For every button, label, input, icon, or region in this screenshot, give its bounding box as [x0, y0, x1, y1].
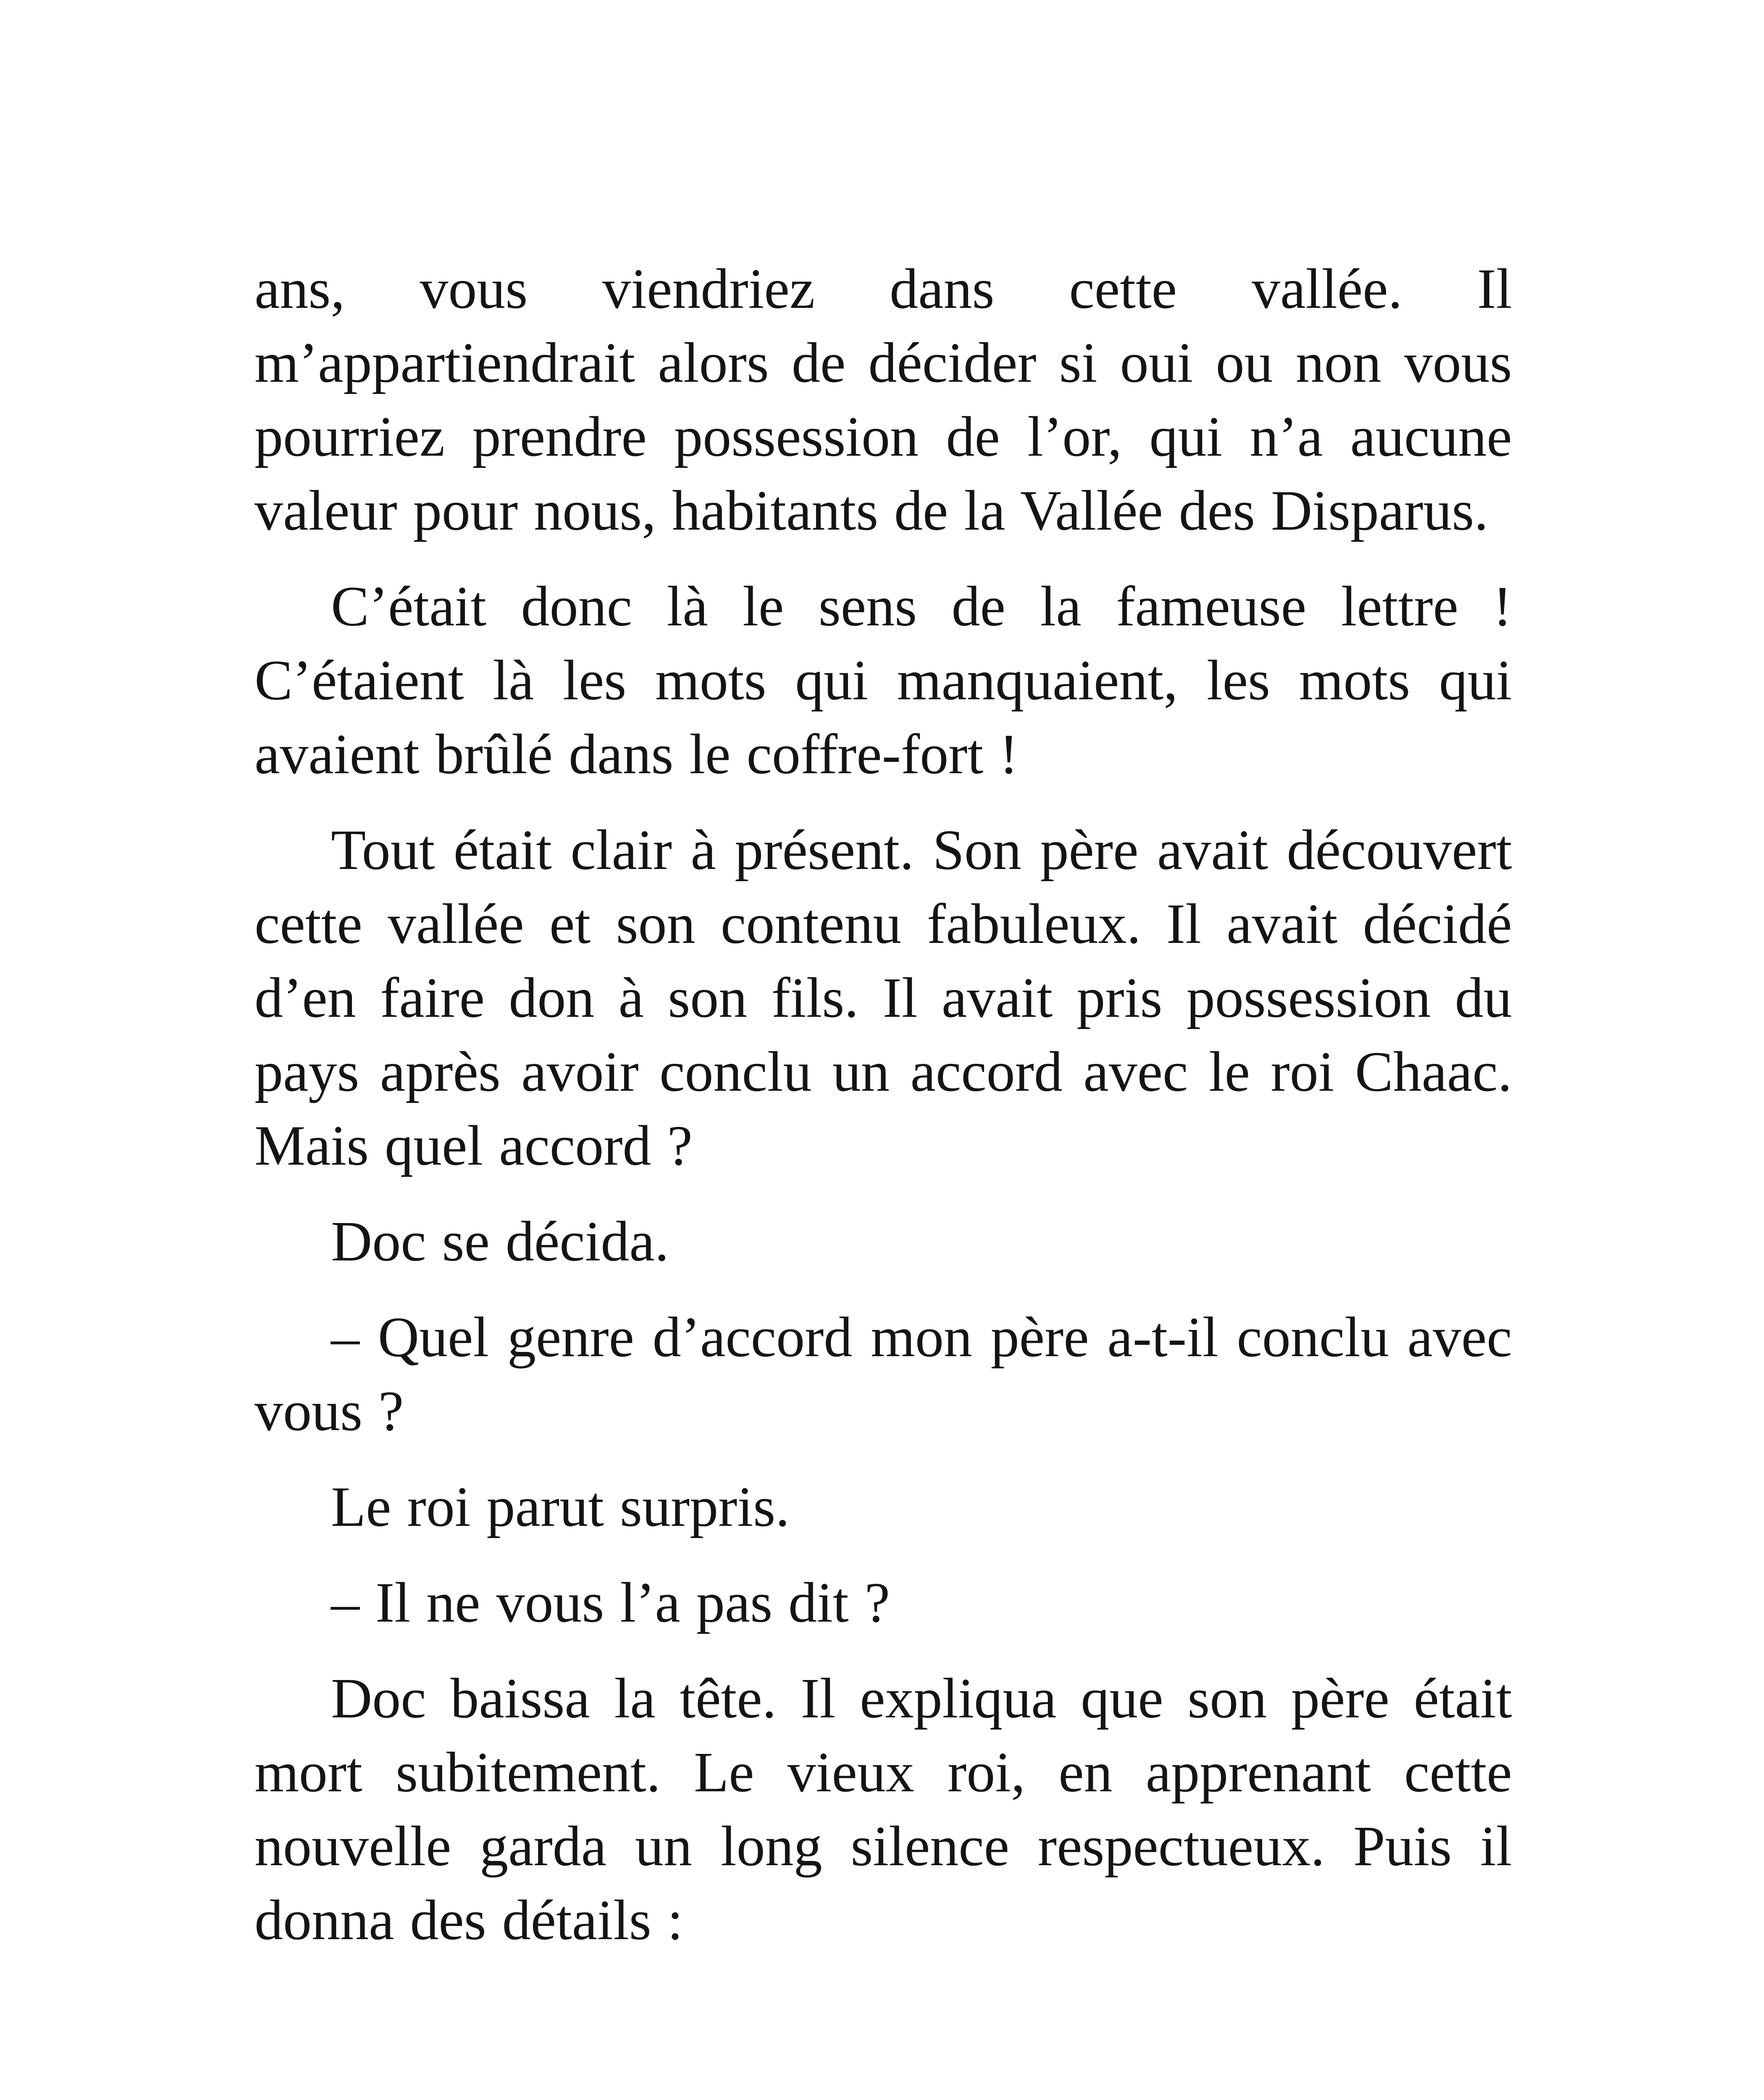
- dialogue-line: – Il ne vous l’a pas dit ?: [331, 1571, 890, 1634]
- dialogue-line: – Quel genre d’accord mon père a-t-il conclu avec vous ?: [255, 1306, 1512, 1443]
- page-body: [255, 252, 1512, 1957]
- paragraph: C’était donc là le sens de la fameuse lettre ! C’étaient là les mots qui manquaient, les mots qui avaient brûlé dans le coffre-fort !: [255, 575, 1512, 786]
- paragraph: Tout était clair à présent. Son père avait découvert cette vallée et son contenu fabuleux. Il avait décidé d’en faire don à son fils. Il avait pris possession du pays après avoir conclu un accord avec le roi Chaac. Mais quel accord ?: [255, 819, 1512, 1177]
- paragraph-continuation: ans, vous viendriez dans cette vallée. Il m’appartiendrait alors de décider si oui ou non vous pourriez prendre possession de l’or, qui n’a aucune valeur pour nous, habitants de la Vallée des Disparus.: [255, 257, 1512, 542]
- paragraph: Doc se décida.: [331, 1210, 669, 1273]
- paragraph: Doc baissa la tête. Il expliqua que son père était mort subitement. Le vieux roi, en apprenant cette nouvelle garda un long silence respectueux. Puis il donna des détails :: [255, 1667, 1512, 1952]
- paragraph: Le roi parut surpris.: [331, 1475, 790, 1538]
